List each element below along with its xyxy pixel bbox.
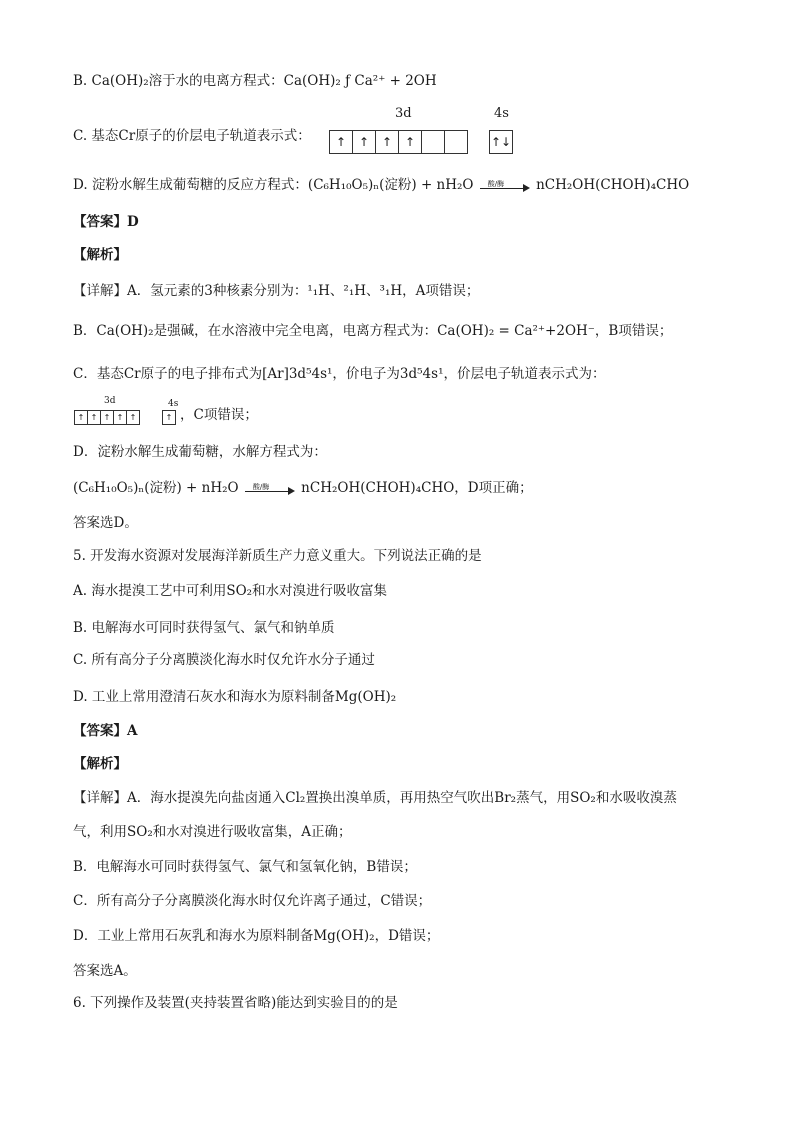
q4-detail-orbital-3d	[75, 410, 140, 425]
q5-detail-2: 气，利用SO₂和水对溴进行吸收富集，A正确；	[73, 824, 352, 840]
q4-analysis-heading: 【解析】	[73, 247, 127, 263]
q4-label-3d: 3d	[395, 106, 412, 121]
q5-analysis-heading: 【解析】	[73, 756, 127, 772]
q5-choice: 答案选A。	[73, 963, 137, 979]
reaction-condition: 酸/酶	[252, 482, 270, 491]
q4-answer: 【答案】D	[73, 214, 139, 230]
q4-detail-d-suffix: nCH₂OH(CHOH)₄CHO，D项正确；	[301, 480, 533, 496]
q5-detail-1: 【详解】A．海水提溴先向盐卤通入Cl₂置换出溴单质，再用热空气吹出Br₂蒸气，用SO₂和水吸收溴蒸	[73, 790, 677, 806]
orbital-box	[444, 130, 468, 154]
q4-detail-label-3d: 3d	[104, 396, 116, 406]
q5-answer: 【答案】A	[73, 723, 138, 739]
q4-detail-c-tail: ，C项错误；	[180, 407, 258, 423]
q4-choice: 答案选D。	[73, 515, 138, 531]
reaction-arrow-icon	[480, 179, 530, 193]
q4-label-4s: 4s	[494, 106, 509, 121]
orbital-box	[421, 130, 445, 154]
q4-detail-c: C．基态Cr原子的电子排布式为[Ar]3d⁵4s¹，价电子为3d⁵4s¹，价层电子轨道表示式为：	[73, 366, 606, 382]
q5-stem: 5. 开发海水资源对发展海洋新质生产力意义重大。下列说法正确的是	[73, 548, 482, 564]
q4-detail-orbital-4s	[163, 410, 176, 425]
orbital-box: ↑↓	[489, 130, 513, 154]
q5-detail-3: B．电解海水可同时获得氢气、氯气和氢氧化钠，B错误；	[73, 859, 417, 875]
q5-option-a: A. 海水提溴工艺中可利用SO₂和水对溴进行吸收富集	[73, 583, 388, 599]
q4-option-c	[73, 127, 311, 145]
orbital-box: ↑	[87, 410, 101, 425]
q4-detail-d: D．淀粉水解生成葡萄糖，水解方程式为：	[73, 444, 327, 460]
orbital-box: ↑	[162, 410, 176, 425]
q4-detail-b: B．Ca(OH)₂是强碱，在水溶液中完全电离，电离方程式为：Ca(OH)₂ = Ca²⁺+2OH⁻，B项错误；	[73, 323, 673, 339]
orbital-box: ↑	[126, 410, 140, 425]
orbital-box: ↑	[352, 130, 376, 154]
reaction-condition: 酸/酶	[487, 179, 505, 188]
q4-option-b: B. Ca(OH)₂溶于水的电离方程式：Ca(OH)₂ ƒ Ca²⁺ + 2OH	[73, 73, 437, 89]
orbital-box: ↑	[375, 130, 399, 154]
q4-orbital-4s	[490, 130, 513, 154]
q4-detail-a: 【详解】A．氢元素的3种核素分别为：¹₁H、²₁H、³₁H，A项错误；	[73, 283, 480, 299]
reaction-arrow-icon	[245, 482, 295, 496]
q5-option-d: D. 工业上常用澄清石灰水和海水为原料制备Mg(OH)₂	[73, 689, 397, 705]
orbital-box: ↑	[398, 130, 422, 154]
orbital-box: ↑	[100, 410, 114, 425]
orbital-box: ↑	[329, 130, 353, 154]
q4-detail-label-4s: 4s	[168, 399, 179, 409]
orbital-box: ↑	[113, 410, 127, 425]
q4-detail-d-prefix: (C₆H₁₀O₅)ₙ(淀粉) + nH₂O	[73, 480, 239, 496]
orbital-box: ↑	[74, 410, 88, 425]
q5-detail-4: C．所有高分子分离膜淡化海水时仅允许离子通过，C错误；	[73, 893, 432, 909]
q4-option-d-suffix: nCH₂OH(CHOH)₄CHO	[536, 177, 690, 193]
q4-detail-d-equation	[73, 479, 533, 497]
q5-option-c: C. 所有高分子分离膜淡化海水时仅允许水分子通过	[73, 652, 375, 668]
q6-stem: 6. 下列操作及装置(夹持装置省略)能达到实验目的的是	[73, 995, 398, 1011]
q5-detail-5: D．工业上常用石灰乳和海水为原料制备Mg(OH)₂，D错误；	[73, 928, 440, 944]
q4-orbital-3d	[330, 130, 468, 154]
q5-option-b: B. 电解海水可同时获得氢气、氯气和钠单质	[73, 620, 335, 636]
q4-option-d	[73, 176, 689, 194]
q4-option-c-text: C. 基态Cr原子的价层电子轨道表示式：	[73, 128, 311, 144]
q4-option-d-prefix: D. 淀粉水解生成葡萄糖的反应方程式：(C₆H₁₀O₅)ₙ(淀粉) + nH₂O	[73, 177, 474, 193]
